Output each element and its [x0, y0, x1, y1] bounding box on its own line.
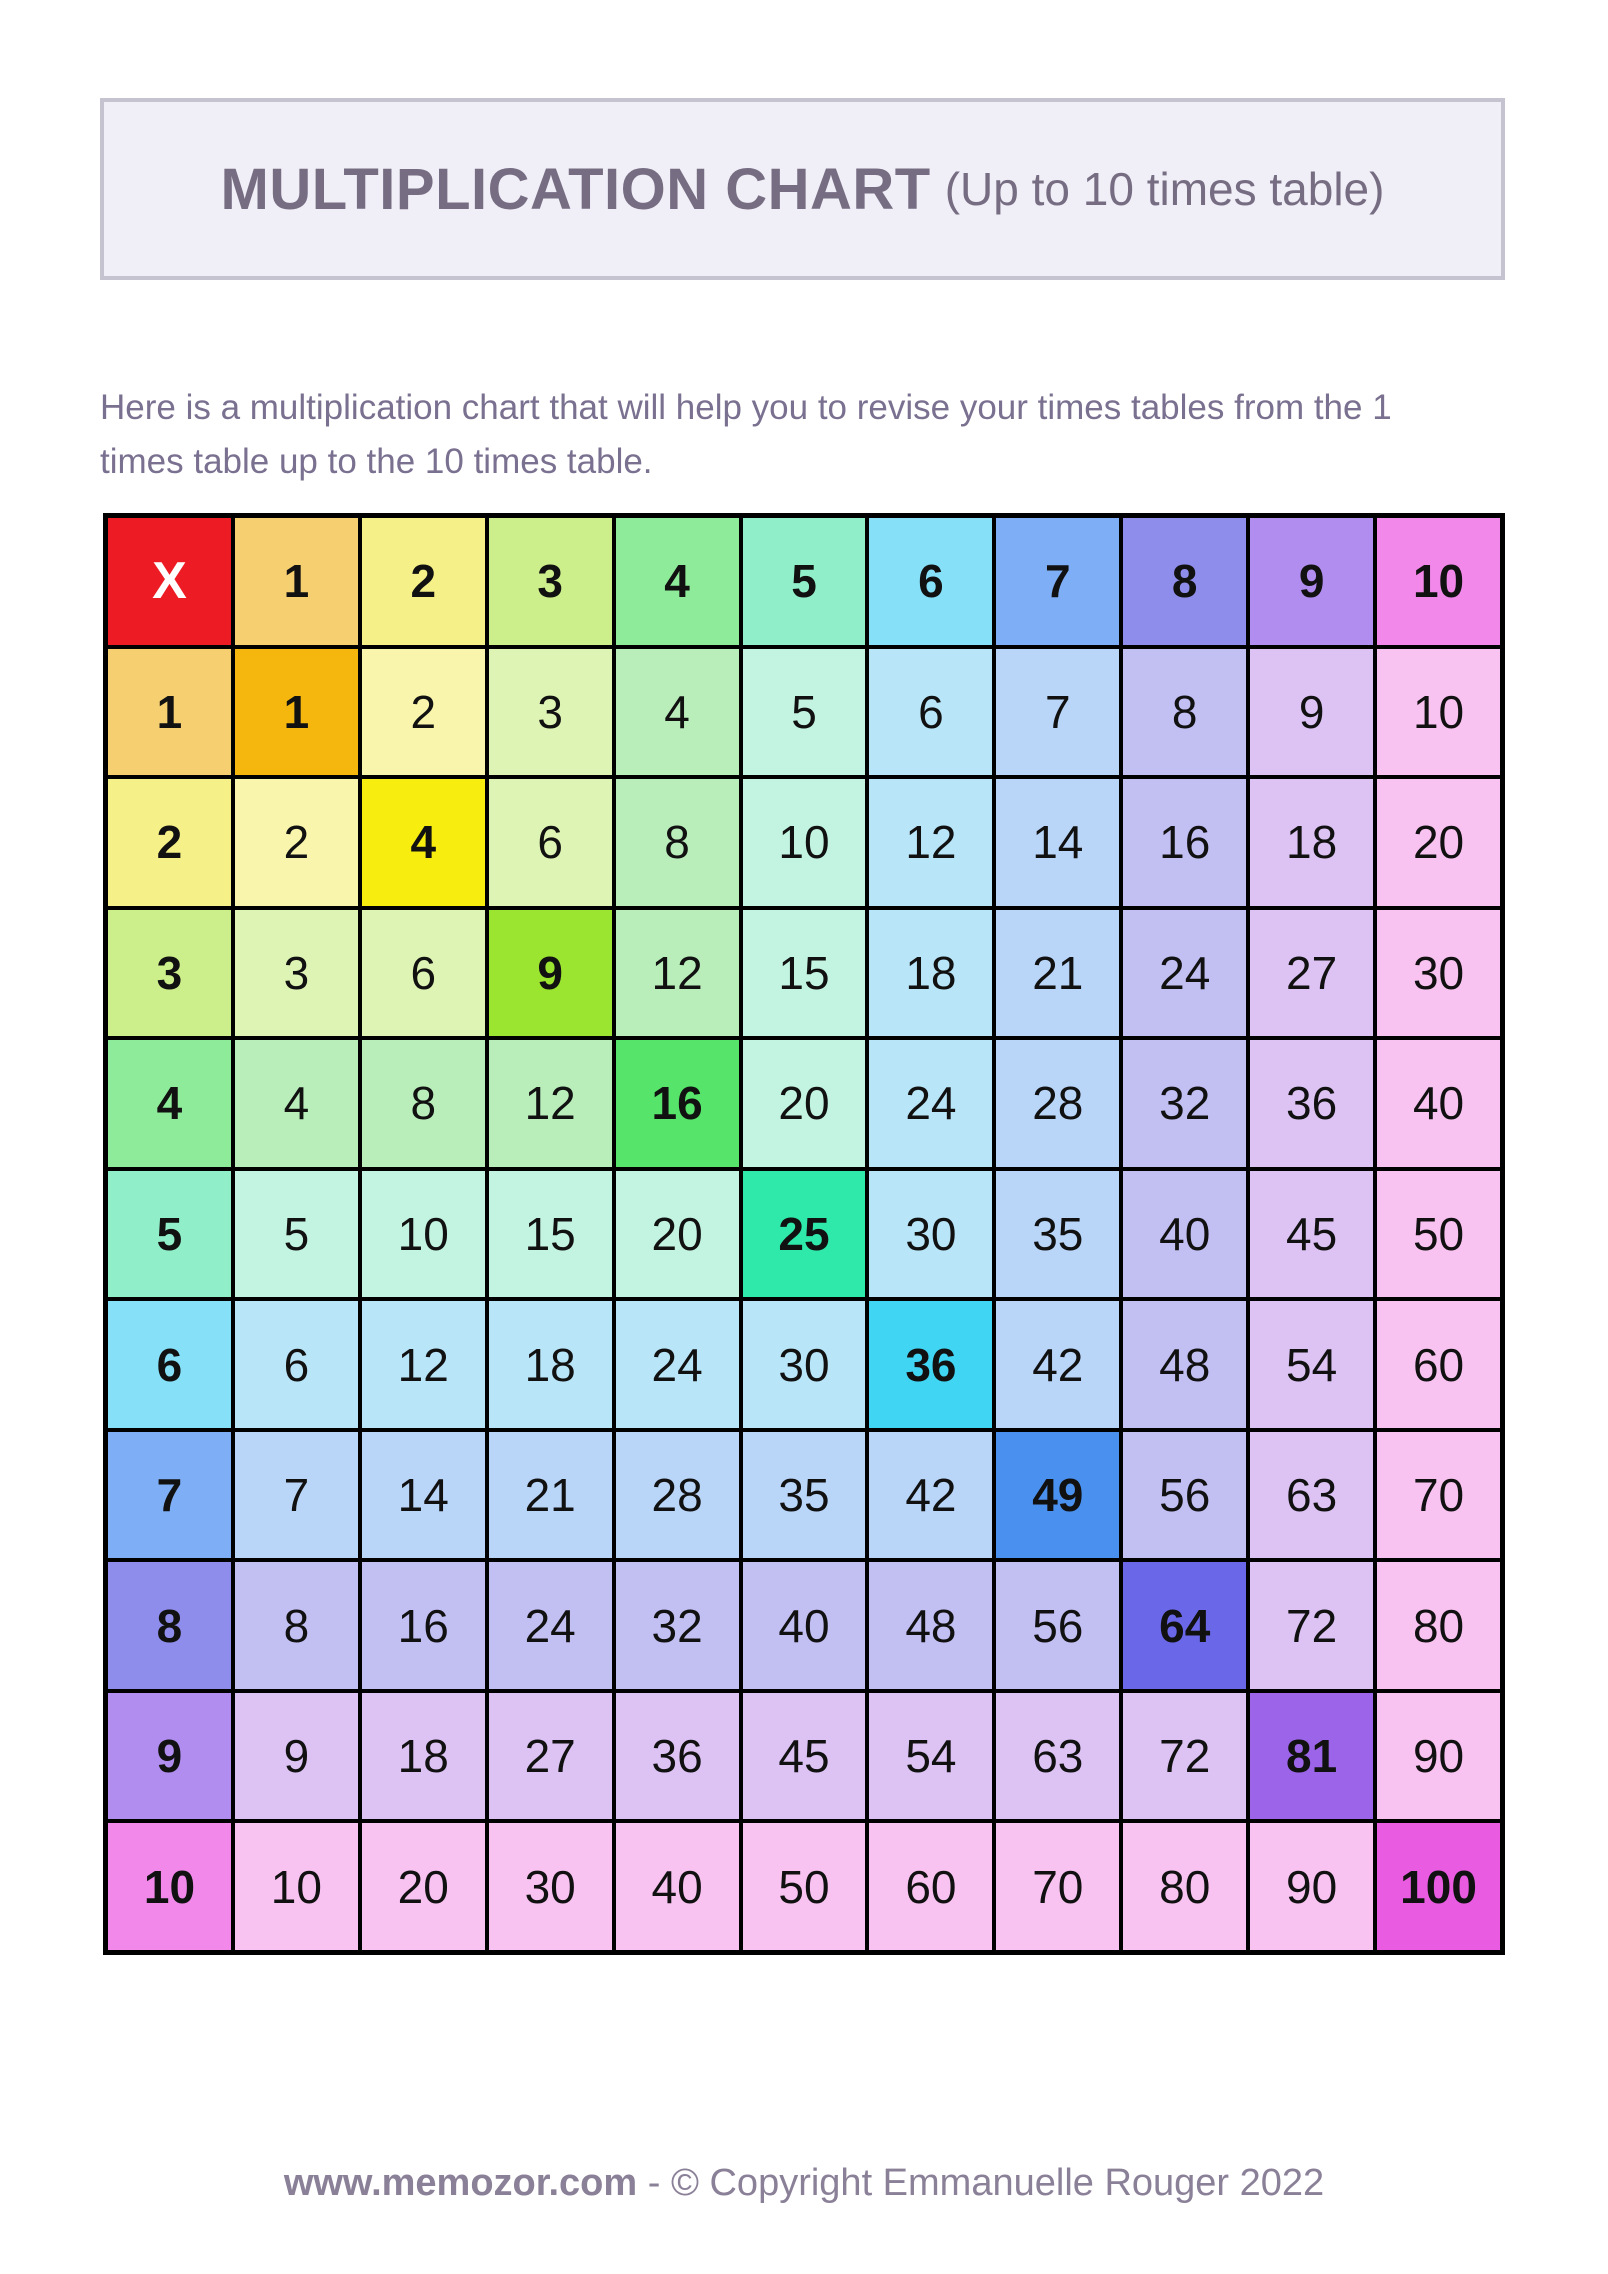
cell-9x8: 72: [1123, 1693, 1246, 1820]
cell-10x9: 90: [1250, 1823, 1373, 1950]
cell-3x7: 21: [996, 910, 1119, 1037]
cell-10x3: 30: [489, 1823, 612, 1950]
row-header-10: 10: [108, 1823, 231, 1950]
cell-2x7: 14: [996, 779, 1119, 906]
row-header-6: 6: [108, 1301, 231, 1428]
row-header-9: 9: [108, 1693, 231, 1820]
cell-10x8: 80: [1123, 1823, 1246, 1950]
cell-6x1: 6: [235, 1301, 358, 1428]
cell-1x6: 6: [869, 649, 992, 776]
cell-6x9: 54: [1250, 1301, 1373, 1428]
cell-4x5: 20: [743, 1040, 866, 1167]
cell-7x4: 28: [616, 1432, 739, 1559]
cell-8x1: 8: [235, 1562, 358, 1689]
column-header-7: 7: [996, 518, 1119, 645]
cell-9x2: 18: [362, 1693, 485, 1820]
cell-5x9: 45: [1250, 1171, 1373, 1298]
cell-9x6: 54: [869, 1693, 992, 1820]
cell-5x7: 35: [996, 1171, 1119, 1298]
cell-1x2: 2: [362, 649, 485, 776]
cell-2x10: 20: [1377, 779, 1500, 906]
cell-7x3: 21: [489, 1432, 612, 1559]
cell-9x5: 45: [743, 1693, 866, 1820]
cell-10x4: 40: [616, 1823, 739, 1950]
cell-7x2: 14: [362, 1432, 485, 1559]
row-header-5: 5: [108, 1171, 231, 1298]
row-header-4: 4: [108, 1040, 231, 1167]
cell-7x5: 35: [743, 1432, 866, 1559]
cell-4x7: 28: [996, 1040, 1119, 1167]
page-title-suffix: (Up to 10 times table): [944, 163, 1385, 215]
column-header-4: 4: [616, 518, 739, 645]
cell-8x9: 72: [1250, 1562, 1373, 1689]
cell-5x10: 50: [1377, 1171, 1500, 1298]
cell-3x1: 3: [235, 910, 358, 1037]
cell-8x10: 80: [1377, 1562, 1500, 1689]
cell-3x4: 12: [616, 910, 739, 1037]
cell-4x6: 24: [869, 1040, 992, 1167]
title-box: [100, 98, 1505, 280]
cell-9x4: 36: [616, 1693, 739, 1820]
row-header-3: 3: [108, 910, 231, 1037]
cell-7x7: 49: [996, 1432, 1119, 1559]
cell-6x2: 12: [362, 1301, 485, 1428]
cell-10x10: 100: [1377, 1823, 1500, 1950]
cell-10x7: 70: [996, 1823, 1119, 1950]
cell-5x6: 30: [869, 1171, 992, 1298]
cell-3x3: 9: [489, 910, 612, 1037]
footer-site-link: www.memozor.com: [283, 2162, 638, 2204]
cell-2x9: 18: [1250, 779, 1373, 906]
cell-8x8: 64: [1123, 1562, 1246, 1689]
cell-8x5: 40: [743, 1562, 866, 1689]
cell-9x1: 9: [235, 1693, 358, 1820]
cell-6x10: 60: [1377, 1301, 1500, 1428]
cell-2x6: 12: [869, 779, 992, 906]
cell-2x1: 2: [235, 779, 358, 906]
cell-5x8: 40: [1123, 1171, 1246, 1298]
cell-3x6: 18: [869, 910, 992, 1037]
cell-10x1: 10: [235, 1823, 358, 1950]
cell-9x7: 63: [996, 1693, 1119, 1820]
row-header-1: 1: [108, 649, 231, 776]
cell-9x9: 81: [1250, 1693, 1373, 1820]
cell-4x9: 36: [1250, 1040, 1373, 1167]
cell-10x6: 60: [869, 1823, 992, 1950]
cell-3x10: 30: [1377, 910, 1500, 1037]
column-header-2: 2: [362, 518, 485, 645]
cell-2x3: 6: [489, 779, 612, 906]
cell-7x1: 7: [235, 1432, 358, 1559]
cell-4x10: 40: [1377, 1040, 1500, 1167]
cell-1x7: 7: [996, 649, 1119, 776]
page-title: MULTIPLICATION CHART: [220, 156, 931, 222]
column-header-6: 6: [869, 518, 992, 645]
cell-2x5: 10: [743, 779, 866, 906]
cell-8x7: 56: [996, 1562, 1119, 1689]
row-header-7: 7: [108, 1432, 231, 1559]
cell-10x2: 20: [362, 1823, 485, 1950]
column-header-10: 10: [1377, 518, 1500, 645]
cell-4x1: 4: [235, 1040, 358, 1167]
column-header-9: 9: [1250, 518, 1373, 645]
cell-6x8: 48: [1123, 1301, 1246, 1428]
cell-4x3: 12: [489, 1040, 612, 1167]
column-header-5: 5: [743, 518, 866, 645]
footer-separator: -: [637, 2162, 671, 2204]
cell-9x10: 90: [1377, 1693, 1500, 1820]
cell-4x2: 8: [362, 1040, 485, 1167]
cell-1x1: 1: [235, 649, 358, 776]
cell-3x5: 15: [743, 910, 866, 1037]
cell-5x1: 5: [235, 1171, 358, 1298]
cell-6x7: 42: [996, 1301, 1119, 1428]
cell-8x2: 16: [362, 1562, 485, 1689]
corner-x-cell: X: [108, 518, 231, 645]
cell-7x10: 70: [1377, 1432, 1500, 1559]
intro-text: Here is a multiplication chart that will help you to revise your times tables from the 1 times table up to the 10 times table.: [100, 388, 1392, 482]
cell-7x9: 63: [1250, 1432, 1373, 1559]
cell-6x6: 36: [869, 1301, 992, 1428]
column-header-8: 8: [1123, 518, 1246, 645]
cell-2x8: 16: [1123, 779, 1246, 906]
cell-3x2: 6: [362, 910, 485, 1037]
row-header-2: 2: [108, 779, 231, 906]
cell-1x3: 3: [489, 649, 612, 776]
cell-7x6: 42: [869, 1432, 992, 1559]
cell-8x6: 48: [869, 1562, 992, 1689]
cell-4x4: 16: [616, 1040, 739, 1167]
row-header-8: 8: [108, 1562, 231, 1689]
cell-6x3: 18: [489, 1301, 612, 1428]
cell-5x3: 15: [489, 1171, 612, 1298]
cell-1x5: 5: [743, 649, 866, 776]
footer-copyright: © Copyright Emmanuelle Rouger 2022: [670, 2162, 1325, 2204]
cell-1x4: 4: [616, 649, 739, 776]
cell-10x5: 50: [743, 1823, 866, 1950]
cell-1x8: 8: [1123, 649, 1246, 776]
column-header-3: 3: [489, 518, 612, 645]
cell-1x9: 9: [1250, 649, 1373, 776]
cell-5x5: 25: [743, 1171, 866, 1298]
cell-3x9: 27: [1250, 910, 1373, 1037]
column-header-1: 1: [235, 518, 358, 645]
footer: [0, 2162, 1608, 2205]
cell-8x3: 24: [489, 1562, 612, 1689]
cell-2x4: 8: [616, 779, 739, 906]
cell-6x5: 30: [743, 1301, 866, 1428]
cell-9x3: 27: [489, 1693, 612, 1820]
cell-8x4: 32: [616, 1562, 739, 1689]
multiplication-grid: [103, 513, 1505, 1955]
cell-5x4: 20: [616, 1171, 739, 1298]
cell-2x2: 4: [362, 779, 485, 906]
cell-7x8: 56: [1123, 1432, 1246, 1559]
cell-4x8: 32: [1123, 1040, 1246, 1167]
cell-1x10: 10: [1377, 649, 1500, 776]
cell-5x2: 10: [362, 1171, 485, 1298]
cell-3x8: 24: [1123, 910, 1246, 1037]
cell-6x4: 24: [616, 1301, 739, 1428]
